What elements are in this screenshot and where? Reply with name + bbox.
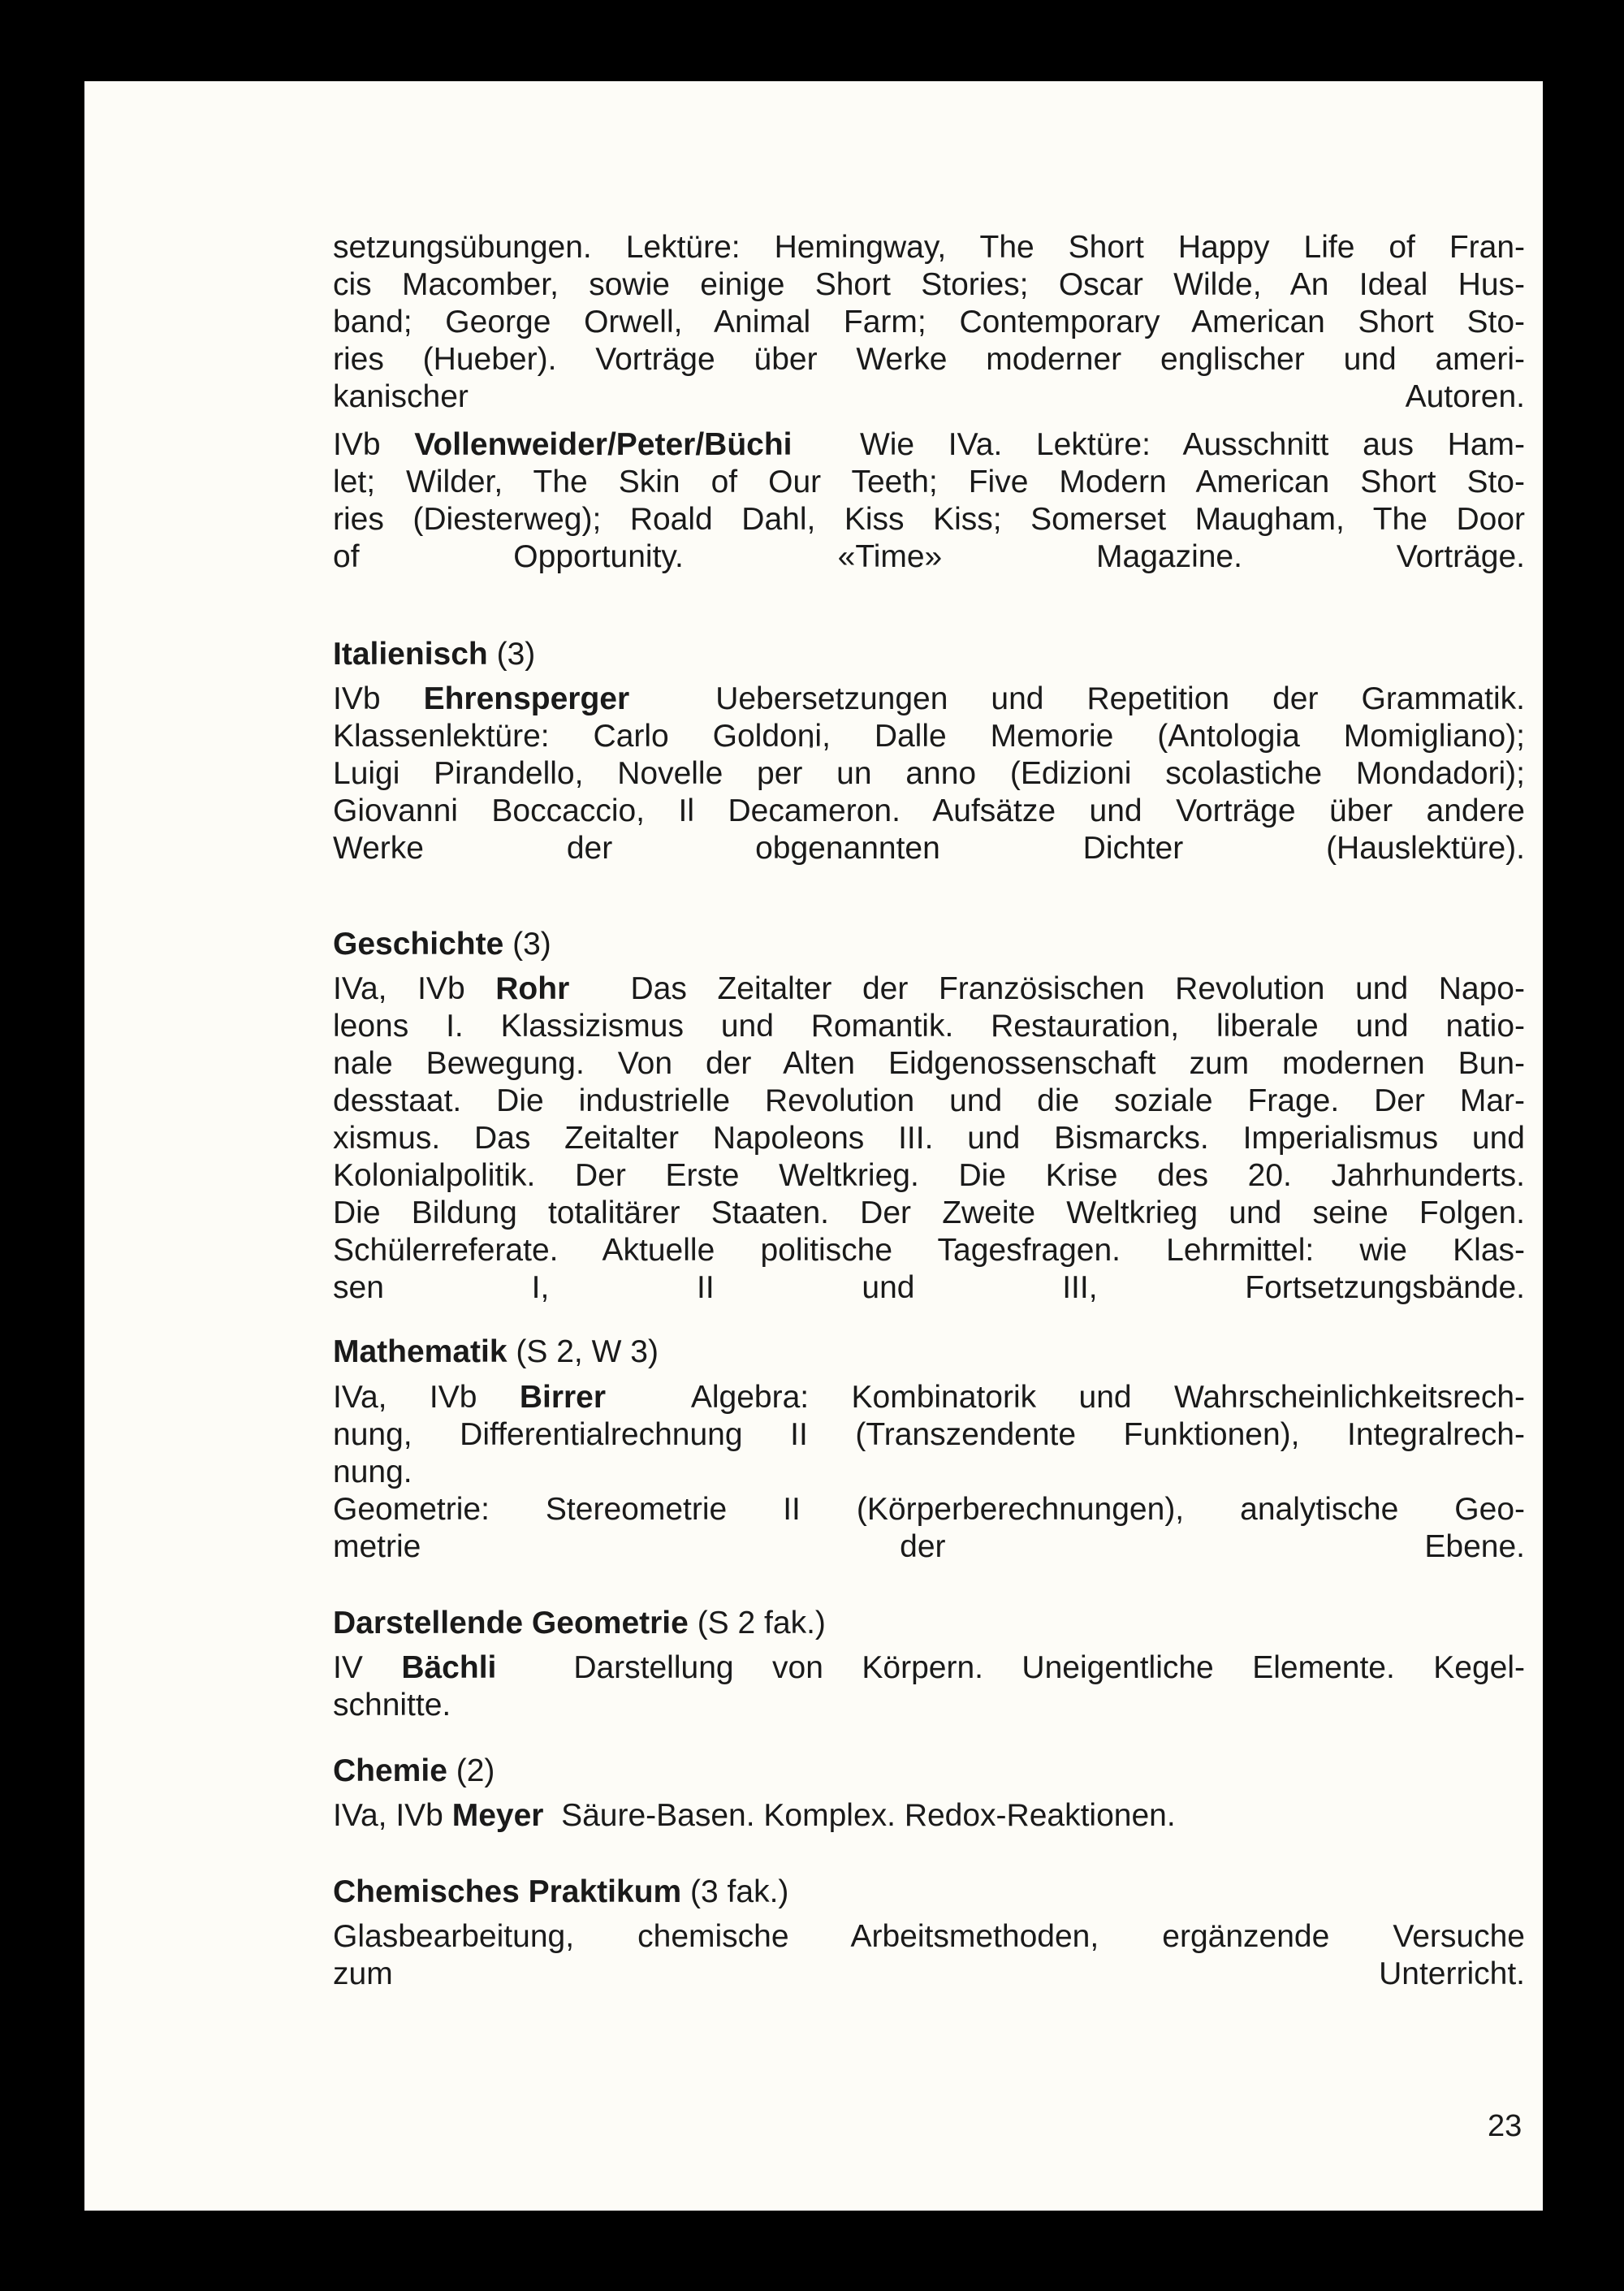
text-line: xismus. Das Zeitalter Napoleons III. und Bismarcks. Imperialismus und [333, 1121, 1525, 1156]
english-ivb-paragraph [333, 426, 1525, 576]
section-heading-mathematik [333, 1334, 659, 1371]
class-label: IVb [333, 681, 381, 716]
teacher-name: Rohr [495, 971, 570, 1006]
section-heading-chemisches-praktikum [333, 1874, 788, 1911]
section-title: Darstellende Geometrie [333, 1606, 689, 1640]
chemie-paragraph [333, 1797, 1525, 1835]
text-line: Glasbearbeitung, chemische Arbeitsmethoden, ergänzende Versuche [333, 1919, 1525, 1954]
text-line: Schülerreferate. Aktuelle politische Tagesfragen. Lehrmittel: wie Klas- [333, 1233, 1525, 1268]
text-line-rest: Wie IVa. Lektüre: Ausschnitt aus Ham- [859, 427, 1526, 462]
text-line: sen I, II und III, Fortsetzungsbände. [333, 1270, 1525, 1305]
section-heading-chemie [333, 1753, 495, 1790]
section-heading-italienisch [333, 636, 535, 673]
section-hours: (S 2, W 3) [516, 1334, 659, 1369]
section-heading-geschichte [333, 926, 551, 963]
section-title: Chemisches Praktikum [333, 1874, 682, 1909]
text-line: ries (Hueber). Vorträge über Werke moderner englischer und ameri- [333, 342, 1525, 377]
text-line: schnitte. [333, 1688, 451, 1723]
text-line [333, 970, 1525, 1008]
italienisch-paragraph [333, 681, 1525, 867]
text-line: of Opportunity. «Time» Magazine. Vorträge. [333, 539, 1525, 574]
class-label: IVb [333, 427, 381, 462]
document-page [84, 81, 1543, 2211]
text-line-rest: Darstellung von Körpern. Uneigentliche Elemente. Kegel- [573, 1650, 1526, 1685]
section-hours: (3 fak.) [690, 1874, 789, 1909]
text-line-rest: Algebra: Kombinatorik und Wahrscheinlichkeitsrech- [690, 1380, 1526, 1415]
text-line: nung, Differentialrechnung II (Transzendente Funktionen), Integralrech- [333, 1417, 1525, 1452]
section-hours: (2) [456, 1753, 495, 1788]
english-continuation-paragraph [333, 229, 1525, 416]
text-line-rest: Das Zeitalter der Französischen Revolution und Napo- [630, 971, 1525, 1006]
teacher-name: Birrer [519, 1380, 607, 1415]
text-line [333, 1649, 1525, 1687]
section-title: Italienisch [333, 637, 488, 672]
text-line [333, 426, 1525, 464]
text-line: leons I. Klassizismus und Romantik. Restauration, liberale und natio- [333, 1009, 1525, 1044]
teacher-name: Vollenweider/Peter/Büchi [414, 427, 793, 462]
text-line-rest: Säure-Basen. Komplex. Redox-Reaktionen. [561, 1798, 1176, 1833]
text-line: Geometrie: Stereometrie II (Körperberechnungen), analytische Geo- [333, 1492, 1525, 1527]
text-line: kanischer Autoren. [333, 379, 1525, 414]
section-hours: (3) [512, 927, 551, 962]
text-line: Die Bildung totalitärer Staaten. Der Zweite Weltkrieg und seine Folgen. [333, 1195, 1525, 1230]
praktikum-paragraph [333, 1918, 1525, 1993]
mathematik-paragraph [333, 1379, 1525, 1566]
text-line: nale Bewegung. Von der Alten Eidgenossenschaft zum modernen Bun- [333, 1046, 1525, 1081]
text-line: Giovanni Boccaccio, Il Decameron. Aufsätze und Vorträge über andere [333, 793, 1525, 828]
text-line: metrie der Ebene. [333, 1529, 1525, 1564]
text-line: Luigi Pirandello, Novelle per un anno (Edizioni scolastiche Mondadori); [333, 756, 1525, 791]
teacher-name: Meyer [451, 1798, 544, 1833]
class-label: IVa, IVb [333, 1380, 477, 1415]
text-line [333, 1379, 1525, 1416]
page-number: 23 [1488, 2109, 1522, 2143]
class-label: IV [333, 1650, 363, 1685]
text-line: let; Wilder, The Skin of Our Teeth; Five Modern American Short Sto- [333, 465, 1525, 499]
geschichte-paragraph [333, 970, 1525, 1307]
text-line [333, 1797, 1525, 1835]
text-line-rest: Uebersetzungen und Repetition der Grammatik. [715, 681, 1526, 716]
section-hours: (S 2 fak.) [697, 1606, 826, 1640]
section-heading-darstellende-geometrie [333, 1605, 826, 1642]
text-line: band; George Orwell, Animal Farm; Contemporary American Short Sto- [333, 305, 1525, 339]
darstellende-paragraph [333, 1649, 1525, 1724]
text-line: nung. [333, 1455, 412, 1489]
teacher-name: Ehrensperger [423, 681, 630, 716]
text-line: Klassenlektüre: Carlo Goldoni, Dalle Memorie (Antologia Momigliano); [333, 719, 1525, 754]
text-line: desstaat. Die industrielle Revolution und die soziale Frage. Der Mar- [333, 1083, 1525, 1118]
class-label: IVa, IVb [333, 971, 465, 1006]
text-line: zum Unterricht. [333, 1956, 1525, 1991]
text-line [333, 681, 1525, 718]
section-title: Mathematik [333, 1334, 508, 1369]
section-title: Geschichte [333, 927, 504, 962]
text-line: setzungsübungen. Lektüre: Hemingway, The Short Happy Life of Fran- [333, 230, 1525, 265]
class-label: IVa, IVb [333, 1798, 443, 1833]
text-line: Kolonialpolitik. Der Erste Weltkrieg. Die Krise des 20. Jahrhunderts. [333, 1158, 1525, 1193]
section-title: Chemie [333, 1753, 447, 1788]
text-line: Werke der obgenannten Dichter (Hauslektüre). [333, 831, 1525, 866]
text-line: ries (Diesterweg); Roald Dahl, Kiss Kiss; Somerset Maugham, The Door [333, 502, 1525, 537]
text-line: cis Macomber, sowie einige Short Stories; Oscar Wilde, An Ideal Hus- [333, 267, 1525, 302]
section-hours: (3) [496, 637, 536, 672]
teacher-name: Bächli [401, 1650, 497, 1685]
